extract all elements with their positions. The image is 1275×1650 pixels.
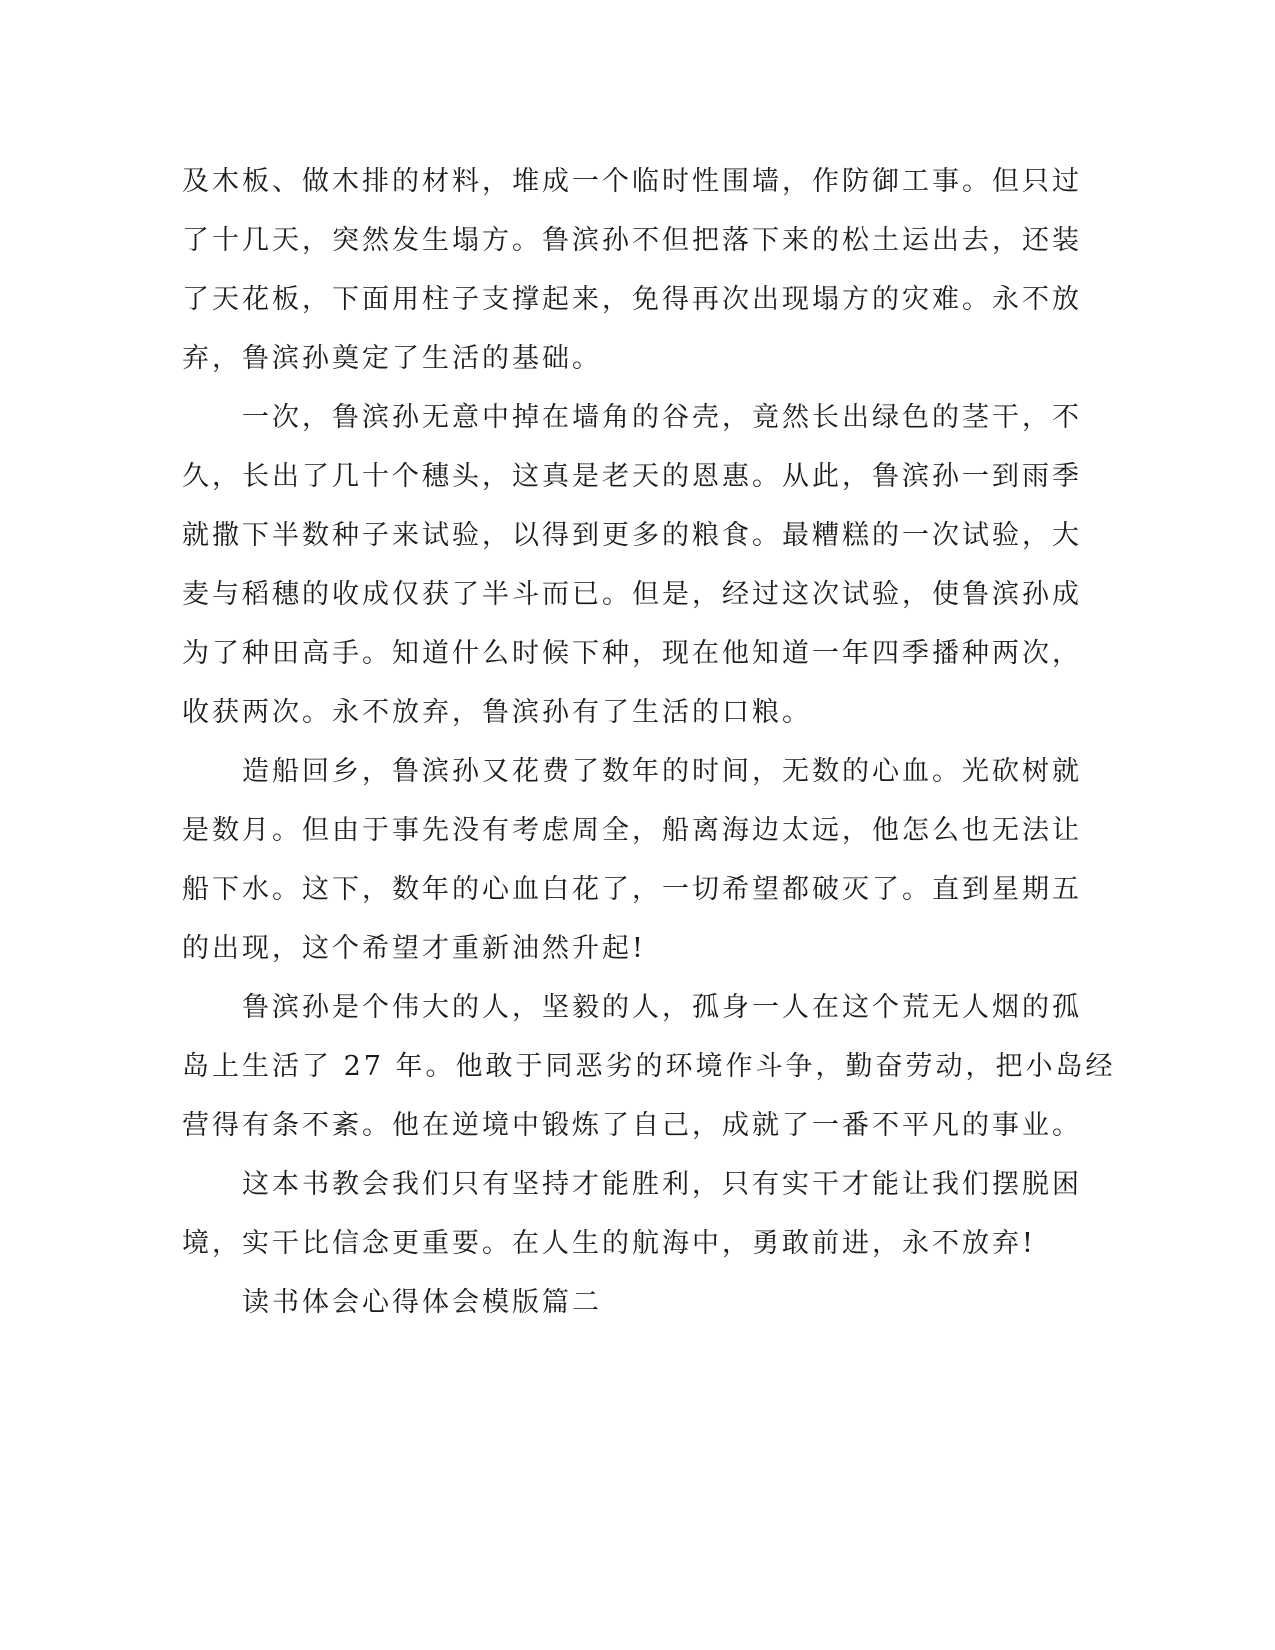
text-line: 弃，鲁滨孙奠定了生活的基础。 [182,343,602,374]
text-line: 及木板、做木排的材料，堆成一个临时性围墙，作防御工事。但只过 [182,166,1082,197]
paragraph-start-line: 一次，鲁滨孙无意中掉在墙角的谷壳，竟然长出绿色的茎干，不 [182,402,1082,433]
text-line: 船下水。这下，数年的心血白花了，一切希望都破灭了。直到星期五 [182,874,1082,905]
section-heading-line: 读书体会心得体会模版篇二 [182,1287,602,1318]
text-line: 了天花板，下面用柱子支撑起来，免得再次出现塌方的灾难。永不放 [182,284,1082,315]
text-line: 岛上生活了 27 年。他敢于同恶劣的环境作斗争，勤奋劳动，把小岛经 [182,1051,1116,1082]
text-line: 收获两次。永不放弃，鲁滨孙有了生活的口粮。 [182,697,812,728]
document-body [182,152,1116,1332]
paragraph-start-line: 鲁滨孙是个伟大的人，坚毅的人，孤身一人在这个荒无人烟的孤 [182,992,1082,1023]
text-line: 麦与稻穗的收成仅获了半斗而已。但是，经过这次试验，使鲁滨孙成 [182,579,1082,610]
text-line: 境，实干比信念更重要。在人生的航海中，勇敢前进，永不放弃! [182,1228,1036,1259]
text-line: 久，长出了几十个穗头，这真是老天的恩惠。从此，鲁滨孙一到雨季 [182,461,1082,492]
text-line: 了十几天，突然发生塌方。鲁滨孙不但把落下来的松土运出去，还装 [182,225,1082,256]
text-line: 为了种田高手。知道什么时候下种，现在他知道一年四季播种两次， [182,638,1082,669]
text-line: 的出现，这个希望才重新油然升起! [182,933,646,964]
text-line: 就撒下半数种子来试验，以得到更多的粮食。最糟糕的一次试验，大 [182,520,1082,551]
paragraph-start-line: 这本书教会我们只有坚持才能胜利，只有实干才能让我们摆脱困 [182,1169,1082,1200]
paragraph-start-line: 造船回乡，鲁滨孙又花费了数年的时间，无数的心血。光砍树就 [182,756,1082,787]
text-line: 营得有条不紊。他在逆境中锻炼了自己，成就了一番不平凡的事业。 [182,1110,1082,1141]
text-line: 是数月。但由于事先没有考虑周全，船离海边太远，他怎么也无法让 [182,815,1082,846]
